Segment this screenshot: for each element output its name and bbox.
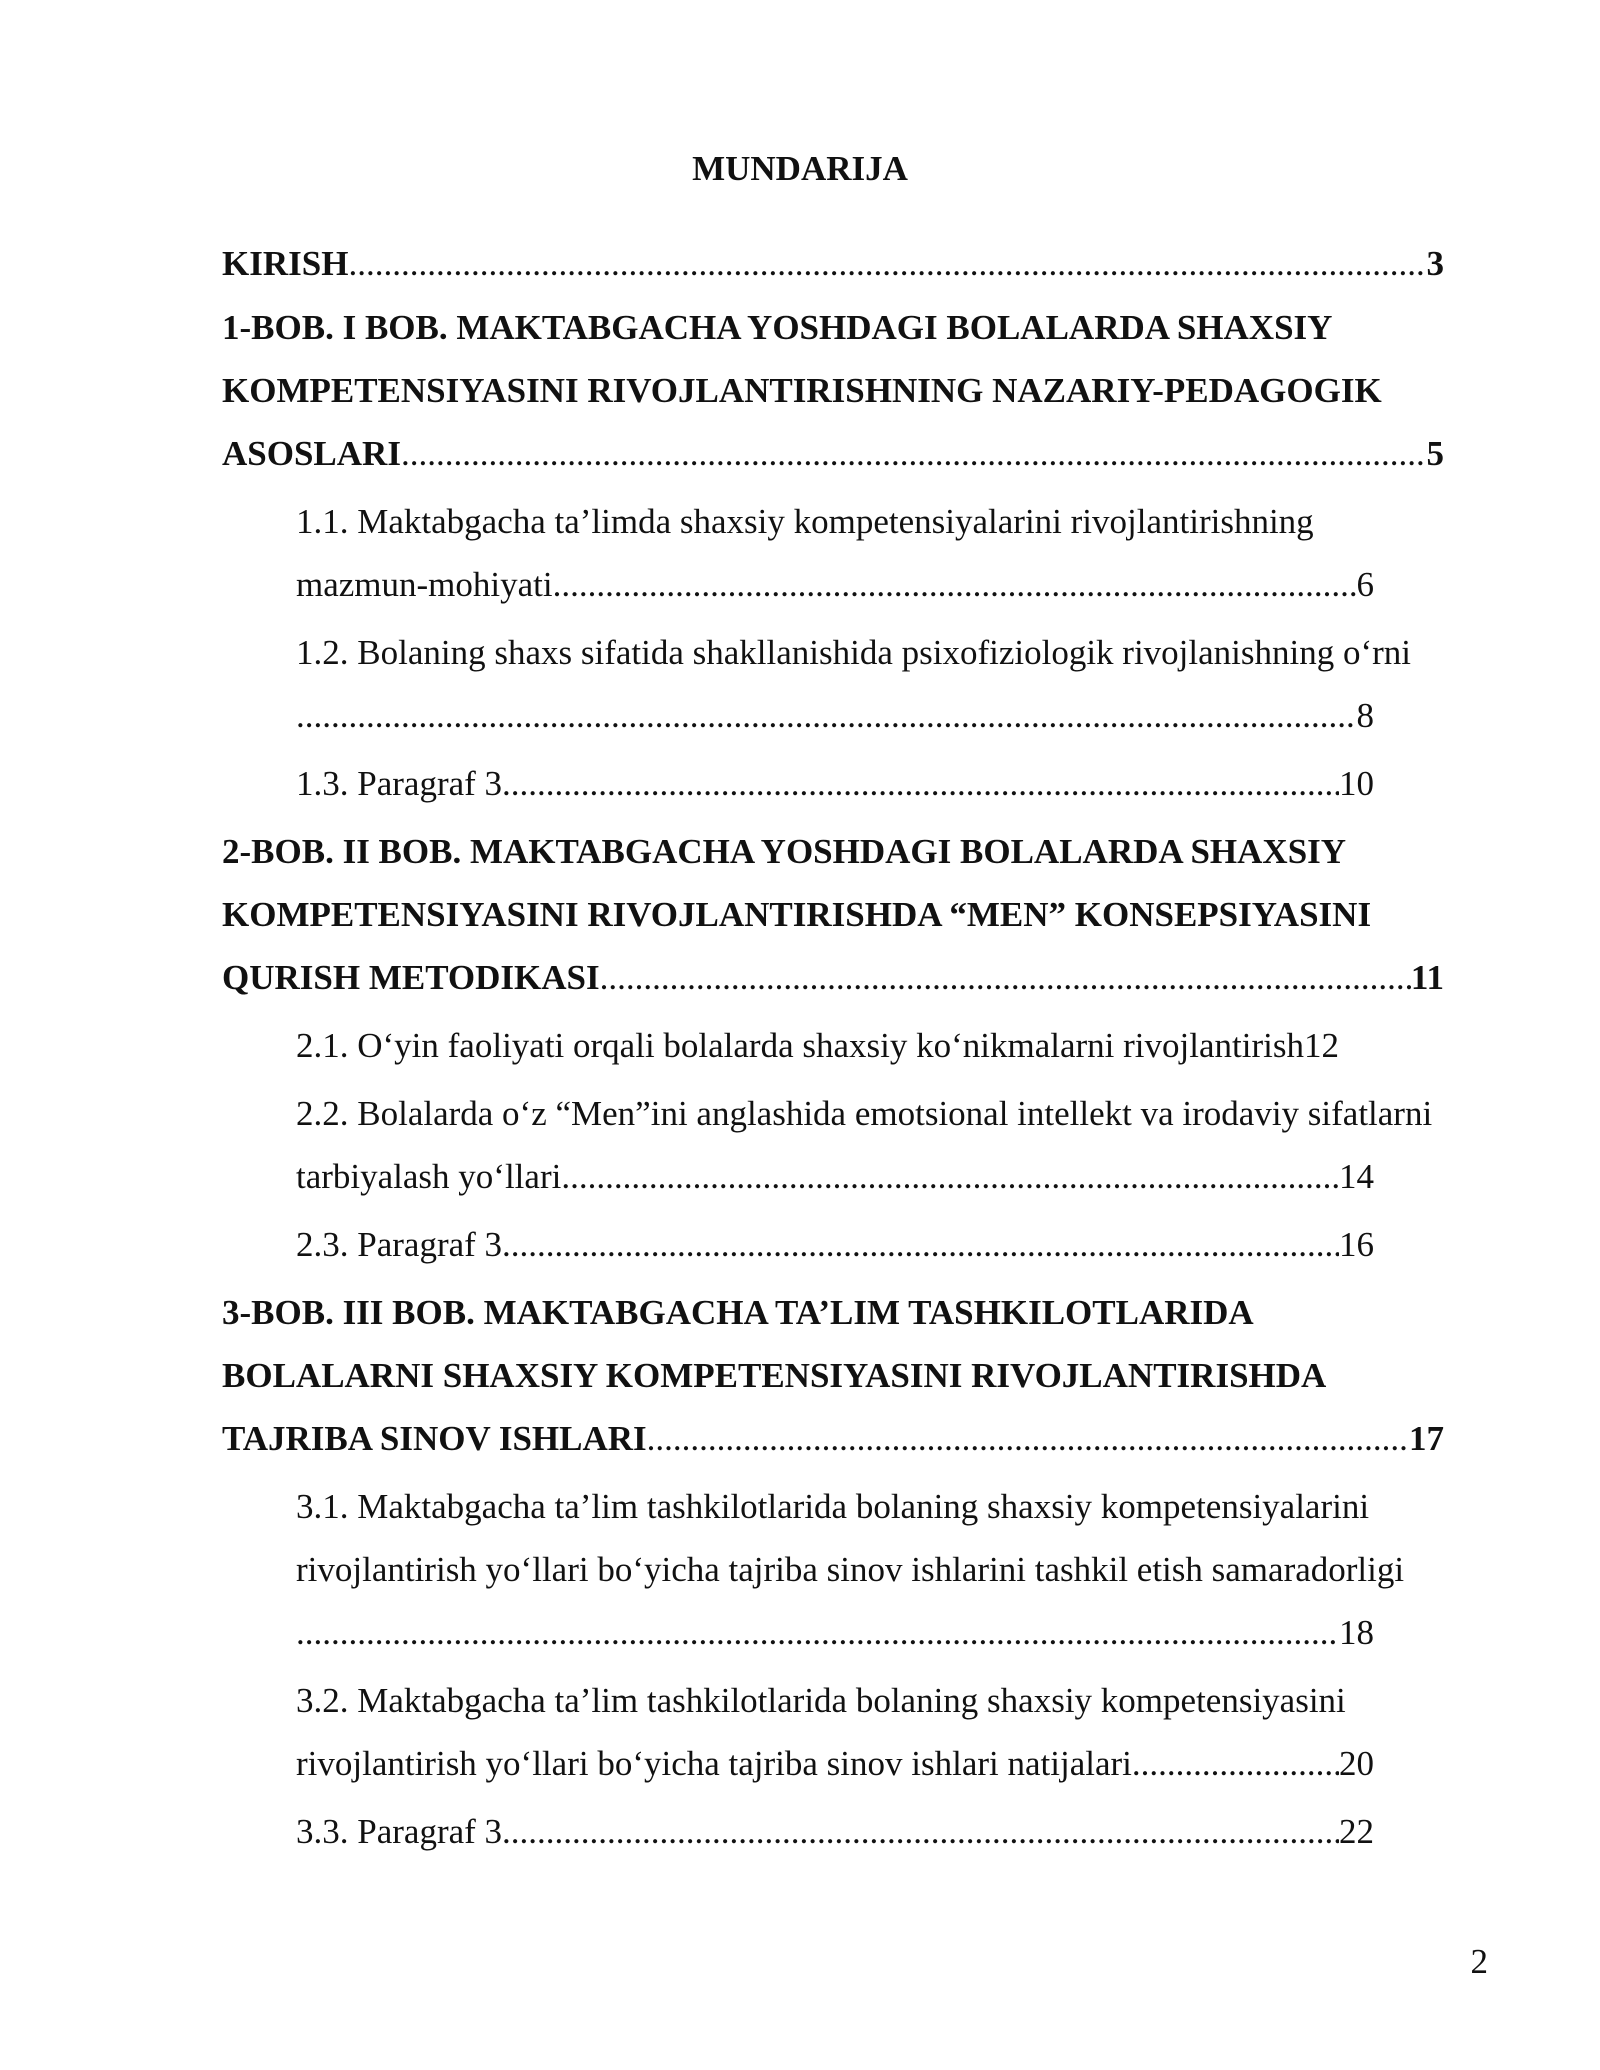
toc-section-1-1-line-2[interactable]: [296, 561, 1374, 609]
entry-label: 1.3. Paragraf 3: [296, 764, 503, 803]
toc-entry-intro[interactable]: [222, 240, 1444, 288]
toc-chapter-2-line-2[interactable]: KOMPETENSIYASINI RIVOJLANTIRISHDA “MEN” KONSEPSIYASINI: [222, 895, 1372, 934]
entry-page: 20: [1339, 1744, 1374, 1783]
toc-chapter-2-line-3[interactable]: [222, 954, 1444, 1002]
toc-section-1-3[interactable]: [296, 760, 1374, 808]
dot-leader: [401, 430, 1427, 478]
toc-section-1-2-line-1[interactable]: 1.2. Bolaning shaxs sifatida shakllanishida psixofiziologik rivojlanishning o‘rni: [296, 633, 1412, 672]
dot-leader: [553, 561, 1357, 609]
dot-leader: [502, 1221, 1339, 1269]
entry-page: 22: [1339, 1812, 1374, 1851]
toc-chapter-1-line-3[interactable]: [222, 430, 1444, 478]
toc-chapter-3-line-3[interactable]: [222, 1415, 1444, 1463]
entry-page: 18: [1339, 1613, 1374, 1652]
entry-label: 3.3. Paragraf 3: [296, 1812, 503, 1851]
toc-title: MUNDARIJA: [692, 149, 908, 188]
entry-label: tarbiyalash yo‘llari: [296, 1157, 562, 1196]
toc-chapter-2-line-1[interactable]: 2-BOB. II BOB. MAKTABGACHA YOSHDAGI BOLALARDA SHAXSIY: [222, 832, 1347, 871]
entry-label: 2.3. Paragraf 3: [296, 1225, 503, 1264]
dot-leader: [502, 1808, 1339, 1856]
entry-page: 14: [1339, 1157, 1374, 1196]
entry-label: ASOSLARI: [222, 434, 401, 473]
entry-page: 11: [1410, 958, 1444, 997]
entry-label: mazmun-mohiyati: [296, 565, 553, 604]
toc-section-3-3[interactable]: [296, 1808, 1374, 1856]
dot-leader: [647, 1415, 1409, 1463]
page-number: 2: [1470, 1942, 1488, 1981]
toc-section-1-2-line-2[interactable]: [296, 692, 1374, 740]
toc-chapter-1-line-1[interactable]: 1-BOB. I BOB. MAKTABGACHA YOSHDAGI BOLALARDA SHAXSIY: [222, 308, 1333, 347]
entry-label: QURISH METODIKASI: [222, 958, 600, 997]
toc-section-3-1-line-3[interactable]: [296, 1609, 1374, 1657]
entry-page: 6: [1356, 565, 1374, 604]
dot-leader: [296, 1609, 1339, 1657]
toc-section-3-2-line-1[interactable]: 3.2. Maktabgacha ta’lim tashkilotlarida bolaning shaxsiy kompetensiyasini: [296, 1681, 1346, 1720]
entry-page: 3: [1426, 244, 1444, 283]
dot-leader: [348, 240, 1426, 288]
entry-page: 16: [1339, 1225, 1374, 1264]
entry-label: TAJRIBA SINOV ISHLARI: [222, 1419, 647, 1458]
entry-page: 10: [1339, 764, 1374, 803]
toc-section-3-1-line-1[interactable]: 3.1. Maktabgacha ta’lim tashkilotlarida bolaning shaxsiy kompetensiyalarini: [296, 1487, 1370, 1526]
entry-page: 5: [1426, 434, 1444, 473]
toc-chapter-3-line-1[interactable]: 3-BOB. III BOB. MAKTABGACHA TA’LIM TASHKILOTLARIDA: [222, 1293, 1254, 1332]
entry-label: KIRISH: [222, 244, 349, 283]
toc-section-3-2-line-2[interactable]: [296, 1740, 1374, 1788]
toc-section-2-3[interactable]: [296, 1221, 1374, 1269]
toc-section-2-2-line-2[interactable]: [296, 1153, 1374, 1201]
dot-leader: [502, 760, 1339, 808]
entry-label: rivojlantirish yo‘llari bo‘yicha tajriba sinov ishlari natijalari: [296, 1744, 1132, 1783]
entry-page: 17: [1409, 1419, 1444, 1458]
dot-leader: [561, 1153, 1339, 1201]
dot-leader: [600, 954, 1411, 1002]
toc-section-1-1-line-1[interactable]: 1.1. Maktabgacha ta’limda shaxsiy kompetensiyalarini rivojlantirishning: [296, 502, 1314, 541]
dot-leader: [1132, 1740, 1339, 1788]
toc-section-2-2-line-1[interactable]: 2.2. Bolalarda o‘z “Men”ini anglashida emotsional intellekt va irodaviy sifatlarni: [296, 1094, 1433, 1133]
toc-chapter-3-line-2[interactable]: BOLALARNI SHAXSIY KOMPETENSIYASINI RIVOJLANTIRISHDA: [222, 1356, 1327, 1395]
dot-leader: [296, 692, 1357, 740]
toc-section-2-1[interactable]: 2.1. O‘yin faoliyati orqali bolalarda shaxsiy ko‘nikmalarni rivojlantirish12: [296, 1026, 1339, 1065]
toc-section-3-1-line-2[interactable]: rivojlantirish yo‘llari bo‘yicha tajriba sinov ishlarini tashkil etish samaradorligi: [296, 1550, 1405, 1589]
entry-page: 8: [1356, 696, 1374, 735]
toc-chapter-1-line-2[interactable]: KOMPETENSIYASINI RIVOJLANTIRISHNING NAZARIY-PEDAGOGIK: [222, 371, 1382, 410]
